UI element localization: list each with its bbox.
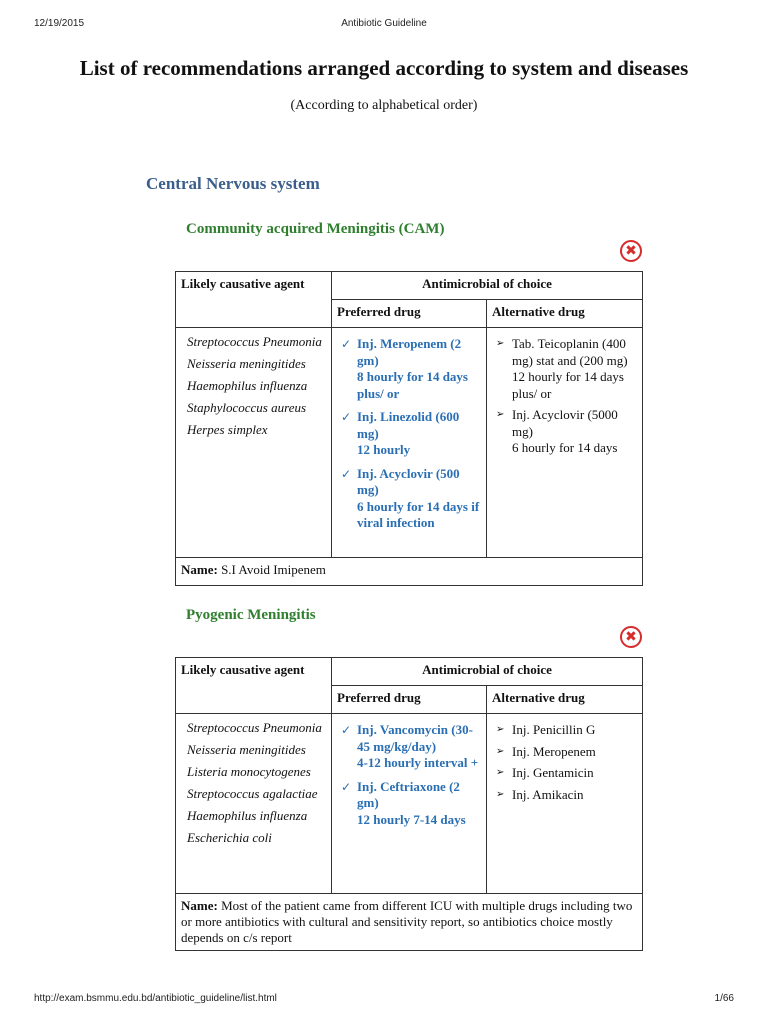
close-icon[interactable]: ✖	[620, 240, 642, 262]
preferred-header: Preferred drug	[332, 686, 487, 714]
alternative-drug: ➢ Inj. Penicillin G	[492, 722, 637, 739]
disease-heading-pyogenic: Pyogenic Meningitis	[186, 607, 316, 623]
preferred-drug: ✓ Inj. Vancomycin (30-45 mg/kg/day) 4-12 hourly interval +	[337, 722, 481, 772]
agent-item: Streptococcus Pneumonia	[187, 334, 322, 349]
alternative-drug: ➢ Tab. Teicoplanin (400 mg) stat and (200 mg) 12 hourly for 14 days plus/ or	[492, 336, 637, 402]
agent-item: Haemophilus influenza	[187, 378, 308, 393]
alternative-cell	[487, 714, 643, 894]
agent-item: Haemophilus influenza	[187, 808, 308, 823]
system-heading: Central Nervous system	[146, 174, 320, 193]
preferred-drug: ✓ Inj. Meropenem (2 gm) 8 hourly for 14 days plus/ or	[337, 336, 481, 402]
agent-header: Likely causative agent	[176, 658, 332, 714]
treatment-table-cam	[175, 271, 643, 586]
agents-cell	[176, 328, 332, 558]
agent-item: Listeria monocytogenes	[187, 764, 311, 779]
agent-item: Neisseria meningitides	[187, 742, 306, 757]
agent-item: Escherichia coli	[187, 830, 272, 845]
print-date: 12/19/2015	[34, 18, 85, 29]
alternative-drug: ➢ Inj. Meropenem	[492, 744, 637, 761]
alternative-cell	[487, 328, 643, 558]
alternative-drug: ➢ Inj. Amikacin	[492, 787, 637, 804]
agents-cell	[176, 714, 332, 894]
page-title: List of recommendations arranged according to system and diseases	[79, 56, 689, 80]
alternative-drug: ➢ Inj. Gentamicin	[492, 765, 637, 782]
page-number: 1/66	[714, 993, 734, 1004]
alternative-drug: ➢ Inj. Acyclovir (5000 mg) 6 hourly for 14 days	[492, 407, 637, 457]
agent-item: Staphylococcus aureus	[187, 400, 307, 415]
note-row: Name: S.I Avoid Imipenem	[176, 558, 643, 586]
agent-item: Neisseria meningitides	[187, 356, 306, 371]
choice-header: Antimicrobial of choice	[332, 272, 643, 300]
preferred-cell	[332, 714, 487, 894]
page-subtitle: (According to alphabetical order)	[290, 98, 478, 113]
close-icon[interactable]: ✖	[620, 626, 642, 648]
preferred-cell	[332, 328, 487, 558]
agent-item: Streptococcus agalactiae	[187, 786, 318, 801]
agent-item: Streptococcus Pneumonia	[187, 720, 322, 735]
footer-url[interactable]: http://exam.bsmmu.edu.bd/antibiotic_guideline/list.html	[34, 993, 277, 1004]
preferred-drug: ✓ Inj. Acyclovir (500 mg) 6 hourly for 14 days if viral infection	[337, 466, 481, 532]
choice-header: Antimicrobial of choice	[332, 658, 643, 686]
preferred-drug: ✓ Inj. Linezolid (600 mg) 12 hourly	[337, 409, 481, 459]
alternative-header: Alternative drug	[487, 686, 643, 714]
treatment-table-pyogenic	[175, 657, 643, 951]
alternative-header: Alternative drug	[487, 300, 643, 328]
print-doc-title: Antibiotic Guideline	[341, 18, 427, 29]
agent-item: Herpes simplex	[187, 422, 268, 437]
agent-header: Likely causative agent	[176, 272, 332, 328]
disease-heading-cam: Community acquired Meningitis (CAM)	[186, 221, 445, 237]
preferred-drug: ✓ Inj. Ceftriaxone (2 gm) 12 hourly 7-14 days	[337, 779, 481, 829]
preferred-header: Preferred drug	[332, 300, 487, 328]
note-row: Name: Most of the patient came from different ICU with multiple drugs including two or more antibiotics with cultural and sensitivity report, so antibiotics choice mostly depends on c/s report	[176, 894, 643, 951]
